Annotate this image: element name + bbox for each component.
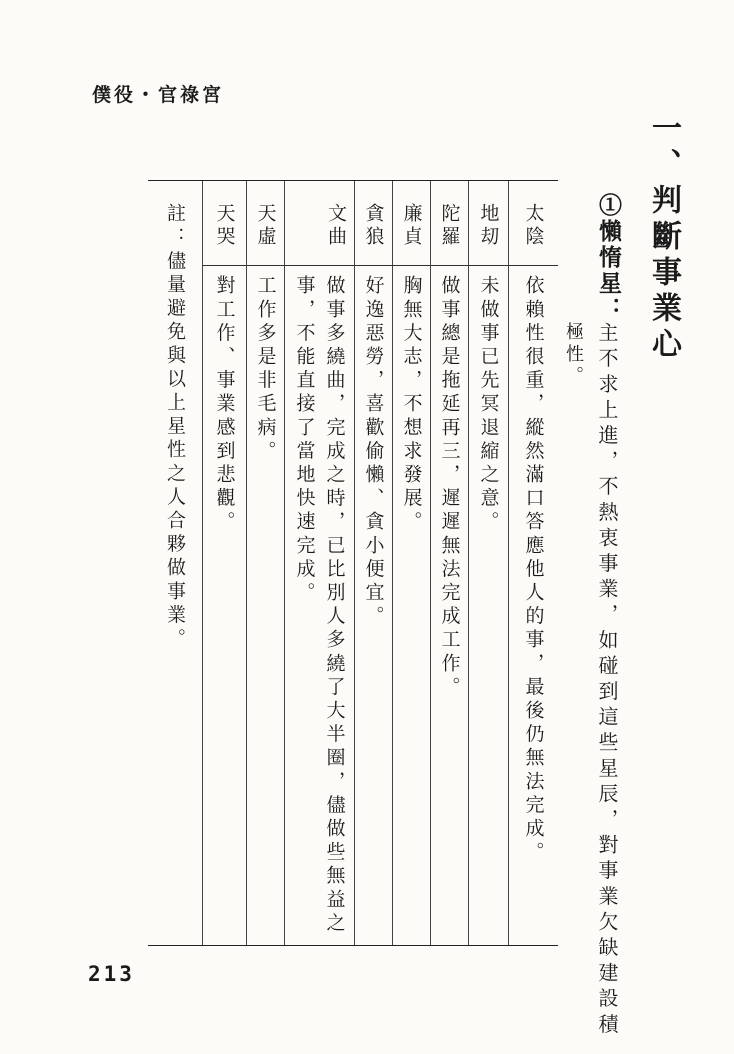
table-row bbox=[284, 181, 354, 945]
section-heading: 一、判斷事業心 bbox=[646, 112, 681, 364]
table-row bbox=[468, 181, 508, 945]
subsection-heading: ①懶惰星： bbox=[595, 193, 622, 323]
table-row bbox=[392, 181, 430, 945]
star-description: 好逸惡勞，喜歡偷懶、貪小便宜。 bbox=[362, 275, 385, 629]
table-note-column bbox=[148, 181, 202, 945]
star-name: 文曲 bbox=[325, 203, 347, 249]
star-description-continued: 事，不能直接了當地快速完成。 bbox=[293, 275, 316, 606]
star-name: 天哭 bbox=[213, 203, 236, 249]
star-name: 地刧 bbox=[477, 203, 500, 249]
star-name: 太陰 bbox=[522, 203, 545, 249]
page-number: 213 bbox=[88, 962, 135, 986]
star-name: 貪狼 bbox=[362, 203, 385, 249]
star-name: 天虛 bbox=[254, 203, 277, 249]
table-row bbox=[202, 181, 246, 945]
star-description: 胸無大志，不想求發展。 bbox=[400, 275, 423, 535]
table-row bbox=[354, 181, 392, 945]
star-description: 對工作、事業感到悲觀。 bbox=[213, 275, 236, 535]
star-description: 做事多繞曲，完成之時，已比別人多繞了大半圈，儘做些無益之 bbox=[323, 275, 346, 936]
running-header: 僕役・官祿宮 bbox=[92, 84, 225, 106]
table-row bbox=[246, 181, 284, 945]
star-description: 未做事已先冥退縮之意。 bbox=[477, 275, 500, 535]
table-note: 註：儘量避免與以上星性之人合夥做事業。 bbox=[164, 203, 186, 652]
star-name: 陀羅 bbox=[438, 203, 461, 249]
subsection-body-continued: 極性。 bbox=[563, 322, 584, 388]
table-row bbox=[430, 181, 468, 945]
star-table bbox=[148, 180, 558, 946]
subsection-body: 主不求上進，不熱衷事業，如碰到這些星辰，對事業欠缺建設積 bbox=[595, 322, 619, 1039]
table-row bbox=[508, 181, 558, 945]
star-description: 做事總是拖延再三，遲遲無法完成工作。 bbox=[438, 275, 461, 700]
star-name: 廉貞 bbox=[400, 203, 423, 249]
star-description: 工作多是非毛病。 bbox=[254, 275, 277, 464]
header-divider bbox=[202, 265, 558, 266]
star-description: 依賴性很重，縱然滿口答應他人的事，最後仍無法完成。 bbox=[522, 275, 545, 865]
